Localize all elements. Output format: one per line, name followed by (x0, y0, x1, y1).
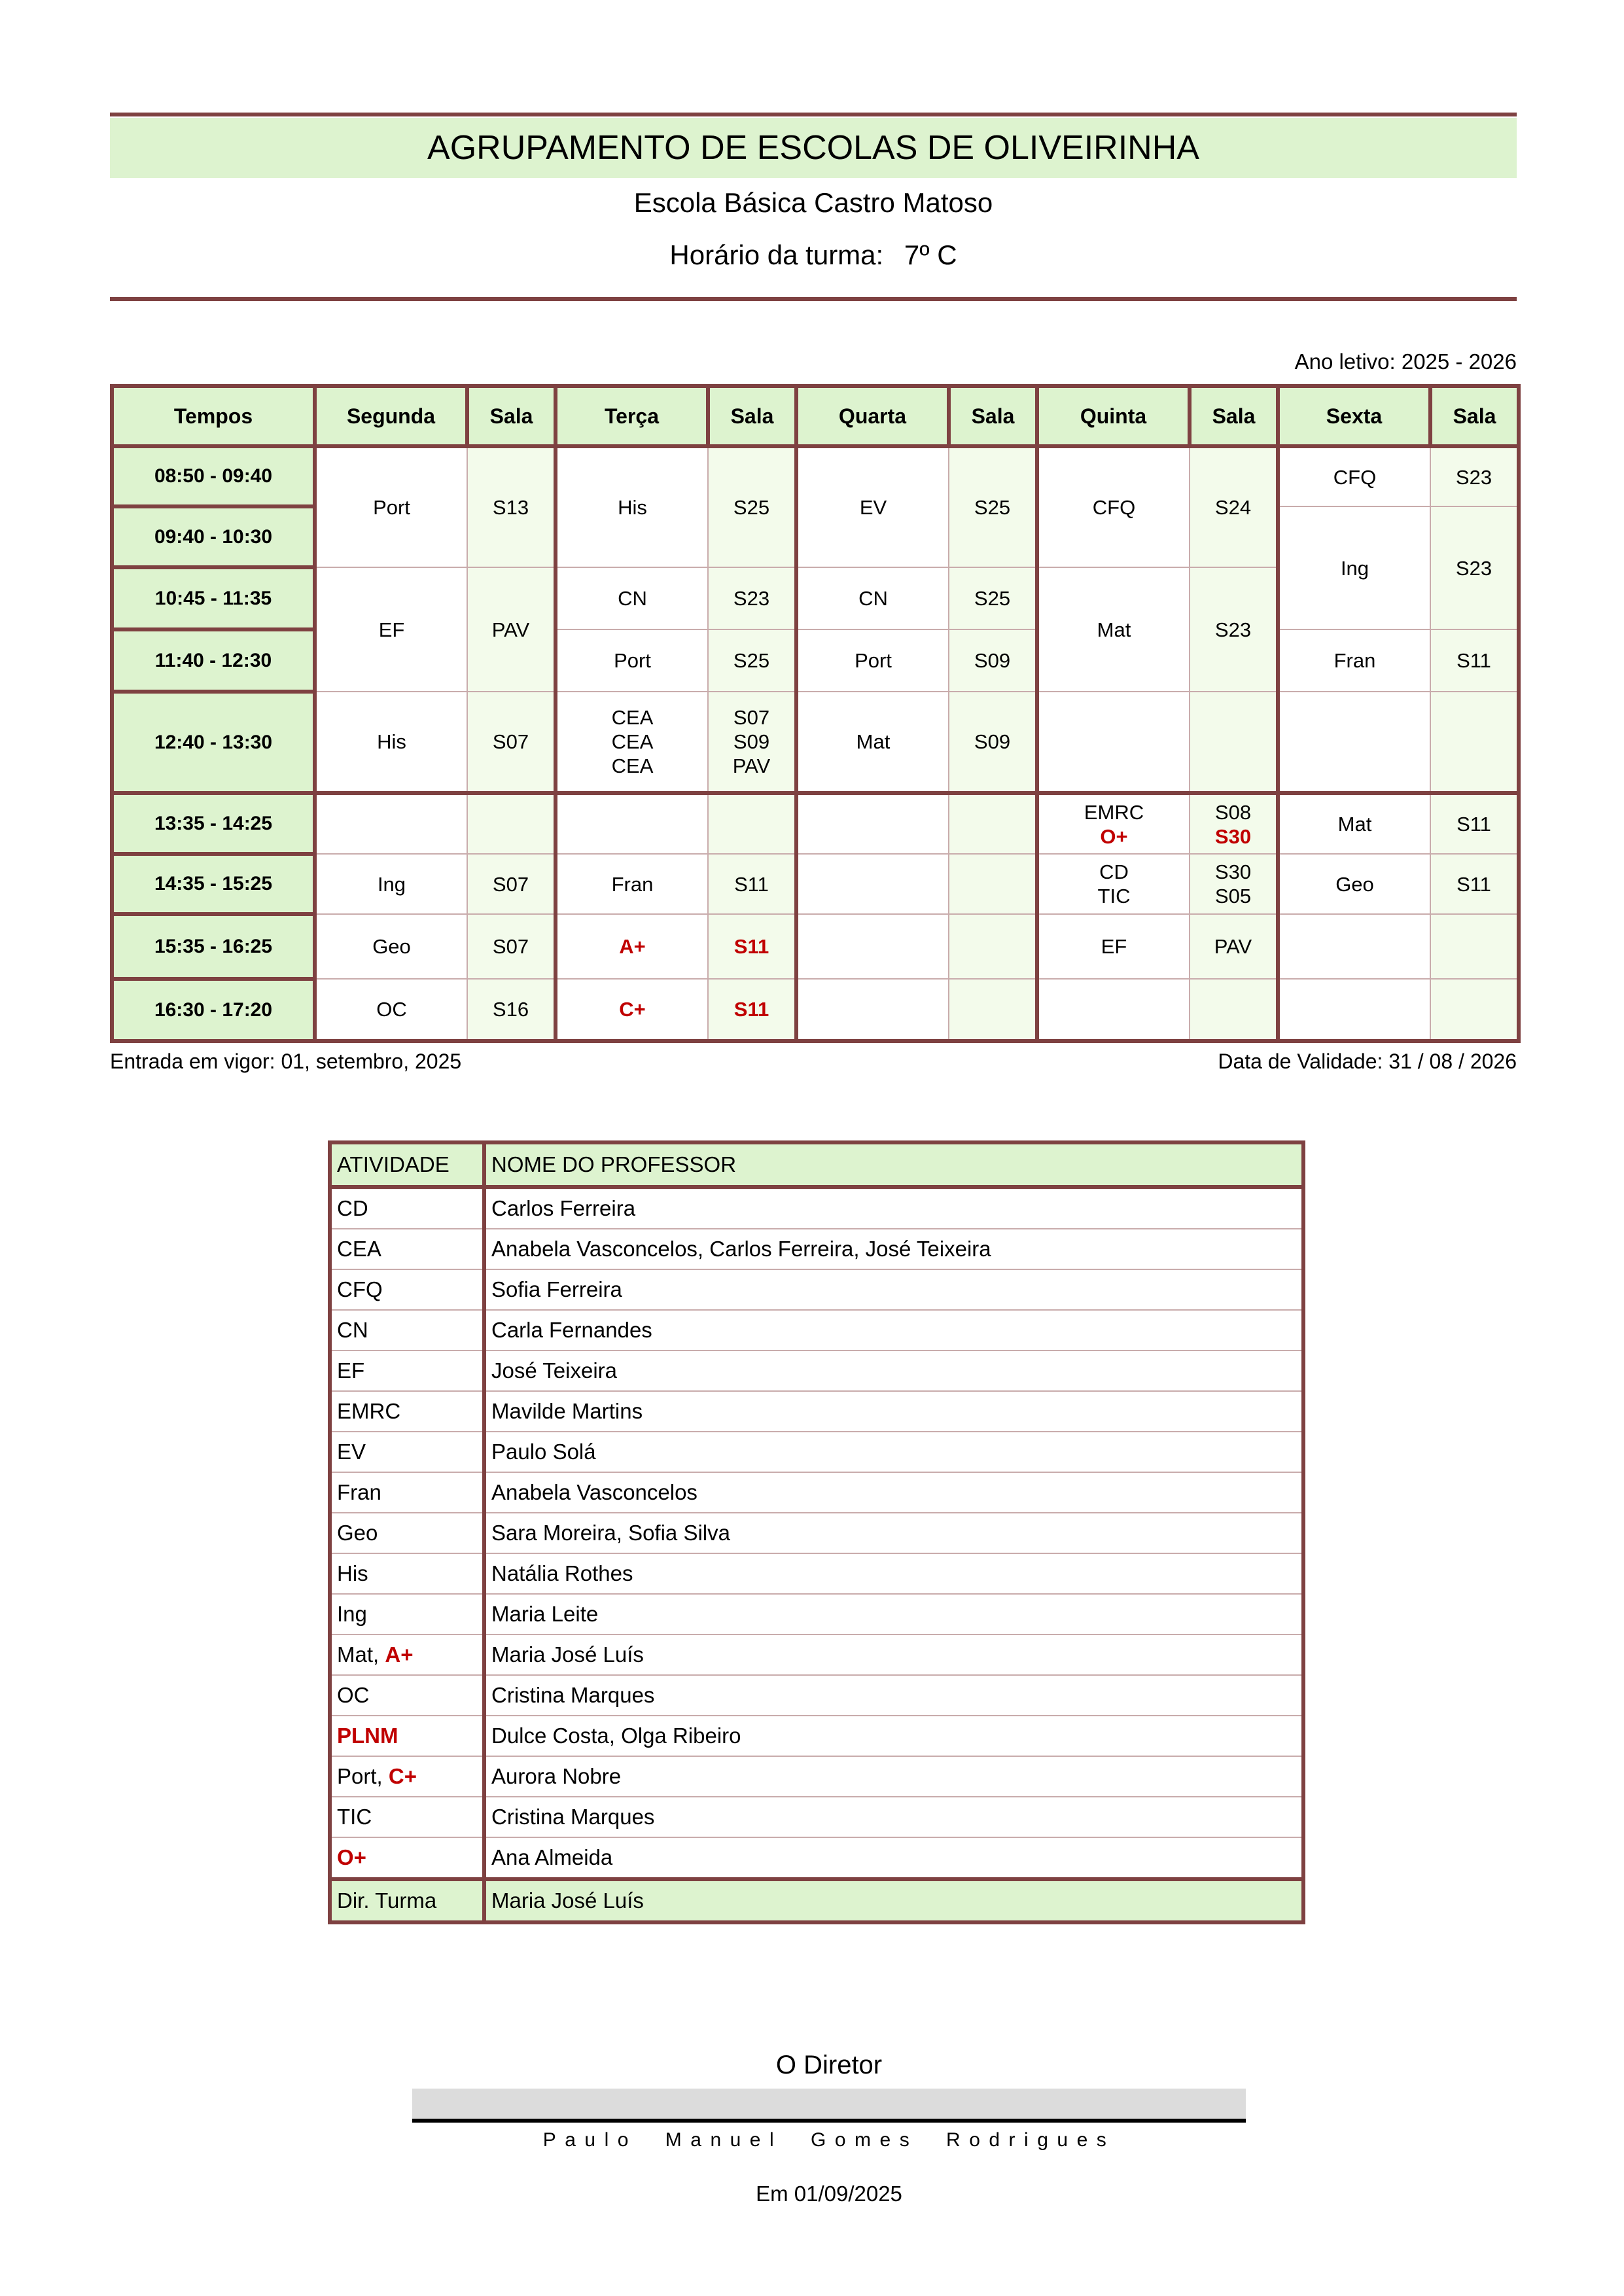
teacher-name-cell: Maria José Luís (484, 1879, 1303, 1922)
subject-cell-quinta (1037, 793, 1190, 854)
subject-code: EMRC (1084, 800, 1144, 824)
teacher-row (330, 1310, 1303, 1351)
activity-code: Geo (337, 1521, 378, 1545)
activity-code: His (337, 1561, 368, 1585)
subject-cell-terca (556, 854, 708, 914)
teacher-name-cell: Cristina Marques (484, 1797, 1303, 1837)
time-cell: 10:45 - 11:35 (112, 567, 315, 629)
room-cell-quarta (949, 793, 1037, 854)
room-cell-terca (708, 979, 796, 1041)
teacher-row (330, 1472, 1303, 1513)
timetable-row (112, 446, 1519, 506)
validity-date-label: Data de Validade: 31 / 08 / 2026 (1218, 1050, 1517, 1073)
subject-code: Mat (1097, 618, 1131, 641)
subject-cell-segunda (315, 979, 467, 1041)
director-heading: O Diretor (775, 2051, 883, 2079)
subject-code: Port (855, 649, 892, 672)
subject-code: Port (373, 496, 410, 519)
activity-code: O+ (337, 1845, 366, 1869)
subject-cell-sexta (1278, 629, 1430, 692)
class-name: 7º C (904, 239, 957, 270)
room-cell-segunda (467, 914, 556, 979)
room-code: S07 (492, 872, 529, 896)
room-cell-segunda (467, 793, 556, 854)
room-cell-terca (708, 567, 796, 629)
room-cell-sexta (1430, 854, 1519, 914)
room-cell-terca (708, 854, 796, 914)
activity-cell (330, 1351, 484, 1391)
subject-cell-terca (556, 692, 708, 793)
room-code: S25 (733, 649, 770, 672)
teacher-name-cell: Dulce Costa, Olga Ribeiro (484, 1716, 1303, 1756)
teacher-row (330, 1634, 1303, 1675)
room-cell-segunda (467, 979, 556, 1041)
teacher-name-cell: Sara Moreira, Sofia Silva (484, 1513, 1303, 1553)
activity-cell (330, 1797, 484, 1837)
room-code: S16 (492, 998, 529, 1021)
room-cell-quinta (1190, 914, 1278, 979)
room-code: S07 (492, 935, 529, 958)
column-header-sala: Sala (1190, 386, 1278, 446)
activity-cell (330, 1594, 484, 1634)
room-cell-terca (708, 692, 796, 793)
teacher-name-cell: Mavilde Martins (484, 1391, 1303, 1432)
subject-code: CFQ (1333, 465, 1377, 489)
time-cell: 14:35 - 15:25 (112, 854, 315, 914)
room-code: S11 (733, 998, 769, 1021)
time-cell: 08:50 - 09:40 (112, 446, 315, 506)
subject-cell-quarta (796, 567, 949, 629)
time-cell: 11:40 - 12:30 (112, 629, 315, 692)
teacher-name-cell: Sofia Ferreira (484, 1269, 1303, 1310)
subject-code: Fran (1333, 649, 1376, 672)
room-cell-sexta (1430, 979, 1519, 1041)
subject-cell-quinta (1037, 692, 1190, 793)
teacher-row (330, 1594, 1303, 1634)
teacher-name-cell: José Teixeira (484, 1351, 1303, 1391)
subject-cell-quinta (1037, 567, 1190, 692)
room-cell-quinta (1190, 446, 1278, 567)
activity-code: CN (337, 1318, 368, 1342)
subject-cell-quinta (1037, 446, 1190, 567)
activity-cell (330, 1634, 484, 1675)
room-code: S11 (1456, 813, 1491, 836)
subject-code: CEA (611, 730, 654, 753)
subject-cell-quinta (1037, 854, 1190, 914)
room-code: S25 (974, 496, 1011, 519)
subject-code: EF (1101, 935, 1127, 958)
class-schedule-title (110, 239, 1517, 271)
activity-cell (330, 1553, 484, 1594)
activity-cell (330, 1716, 484, 1756)
subject-cell-quarta (796, 629, 949, 692)
timetable (110, 384, 1521, 1043)
activity-cell (330, 1432, 484, 1472)
room-code: S05 (1214, 885, 1252, 908)
teacher-row (330, 1432, 1303, 1472)
activity-code: A+ (385, 1642, 414, 1667)
room-code: S11 (733, 935, 769, 958)
teacher-row (330, 1187, 1303, 1229)
subject-cell-quarta (796, 854, 949, 914)
teacher-row (330, 1351, 1303, 1391)
subject-cell-segunda (315, 446, 467, 567)
timetable-header-row (112, 386, 1519, 446)
room-cell-quarta (949, 567, 1037, 629)
activity-cell (330, 1837, 484, 1879)
room-code: S11 (1456, 872, 1491, 896)
activity-code: Fran (337, 1480, 381, 1504)
room-cell-segunda (467, 446, 556, 567)
room-cell-terca (708, 446, 796, 567)
teacher-row (330, 1391, 1303, 1432)
timetable-row (112, 979, 1519, 1041)
room-code: S30 (1214, 824, 1252, 848)
subject-code: Geo (1335, 872, 1374, 896)
subject-cell-terca (556, 979, 708, 1041)
teacher-name-cell: Natália Rothes (484, 1553, 1303, 1594)
room-code: PAV (491, 618, 530, 641)
activity-code: PLNM (337, 1723, 398, 1748)
director-name: Paulo Manuel Gomes Rodrigues (542, 2129, 1116, 2151)
subject-code: EV (859, 496, 887, 519)
activity-cell (330, 1472, 484, 1513)
teacher-name-cell: Ana Almeida (484, 1837, 1303, 1879)
room-code: S30 (1214, 860, 1252, 883)
timetable-footnotes (110, 1050, 1517, 1074)
room-code: S23 (1455, 556, 1492, 580)
room-cell-sexta (1430, 506, 1519, 629)
column-header-quarta: Quarta (796, 386, 949, 446)
subject-code: CEA (611, 754, 654, 777)
teacher-table-header-row (330, 1142, 1303, 1187)
page-title: AGRUPAMENTO DE ESCOLAS DE OLIVEIRINHA (427, 129, 1199, 167)
teacher-name-cell: Paulo Solá (484, 1432, 1303, 1472)
room-code: S25 (733, 496, 770, 519)
timetable-row (112, 793, 1519, 854)
teacher-row (330, 1269, 1303, 1310)
subject-code: CN (858, 587, 888, 610)
timetable-row (112, 692, 1519, 793)
subject-cell-sexta (1278, 914, 1430, 979)
teacher-row (330, 1756, 1303, 1797)
column-header-tempos: Tempos (112, 386, 315, 446)
header-divider-rule (110, 297, 1517, 301)
activity-code: OC (337, 1683, 370, 1707)
room-cell-quinta (1190, 692, 1278, 793)
teacher-name-cell: Anabela Vasconcelos (484, 1472, 1303, 1513)
room-code: S13 (492, 496, 529, 519)
teacher-row (330, 1837, 1303, 1879)
room-code: PAV (732, 754, 771, 777)
room-code: S23 (733, 587, 770, 610)
time-cell: 12:40 - 13:30 (112, 692, 315, 793)
timetable-row (112, 854, 1519, 914)
activity-code: Port, (337, 1764, 389, 1788)
activity-cell (330, 1391, 484, 1432)
column-header-sala: Sala (949, 386, 1037, 446)
teacher-row (330, 1716, 1303, 1756)
room-cell-quarta (949, 446, 1037, 567)
subject-code: OC (376, 998, 407, 1021)
subject-cell-sexta (1278, 854, 1430, 914)
subject-code: C+ (619, 998, 646, 1021)
room-code: S09 (974, 730, 1011, 753)
signature-line (412, 2089, 1246, 2123)
subject-cell-quinta (1037, 914, 1190, 979)
column-header-atividade: ATIVIDADE (330, 1142, 484, 1187)
subject-code: Port (614, 649, 651, 672)
teacher-row (330, 1675, 1303, 1716)
subject-code: His (377, 730, 406, 753)
activity-code: Mat, (337, 1642, 385, 1667)
teacher-row (330, 1553, 1303, 1594)
activity-code: EV (337, 1439, 366, 1464)
teacher-name-cell: Carlos Ferreira (484, 1187, 1303, 1229)
school-name: Escola Básica Castro Matoso (633, 187, 993, 218)
subject-code: TIC (1097, 885, 1131, 908)
teacher-name-cell: Aurora Nobre (484, 1756, 1303, 1797)
room-code: S23 (1455, 465, 1492, 489)
activity-code: CEA (337, 1237, 381, 1261)
subject-cell-quinta (1037, 979, 1190, 1041)
column-header-sala: Sala (708, 386, 796, 446)
time-cell: 16:30 - 17:20 (112, 979, 315, 1041)
issue-date: Em 01/09/2025 (756, 2181, 902, 2206)
subject-cell-terca (556, 446, 708, 567)
activity-code: Dir. Turma (337, 1888, 437, 1913)
subject-cell-segunda (315, 914, 467, 979)
teacher-row (330, 1797, 1303, 1837)
room-code: PAV (1214, 935, 1252, 958)
room-cell-terca (708, 629, 796, 692)
subject-cell-segunda (315, 692, 467, 793)
time-cell: 09:40 - 10:30 (112, 506, 315, 567)
room-cell-quarta (949, 629, 1037, 692)
subject-cell-sexta (1278, 793, 1430, 854)
room-cell-quarta (949, 979, 1037, 1041)
subject-cell-segunda (315, 793, 467, 854)
subject-code: CEA (611, 706, 654, 729)
column-header-sexta: Sexta (1278, 386, 1430, 446)
class-schedule-label: Horário da turma: (669, 239, 884, 270)
school-year-label: Ano letivo: 2025 - 2026 (1294, 349, 1517, 374)
subject-code: Geo (372, 935, 411, 958)
room-cell-quarta (949, 854, 1037, 914)
title-band (110, 118, 1517, 178)
subject-code: Ing (1340, 556, 1369, 580)
column-header-professor: NOME DO PROFESSOR (484, 1142, 1303, 1187)
subject-code: CFQ (1092, 496, 1136, 519)
subject-cell-quarta (796, 446, 949, 567)
teacher-row (330, 1229, 1303, 1269)
subject-code: A+ (619, 935, 646, 958)
room-code: S23 (1214, 618, 1252, 641)
room-cell-sexta (1430, 914, 1519, 979)
room-code: S09 (974, 649, 1011, 672)
time-cell: 15:35 - 16:25 (112, 914, 315, 979)
subject-cell-sexta (1278, 446, 1430, 506)
teacher-name-cell: Maria José Luís (484, 1634, 1303, 1675)
time-cell: 13:35 - 14:25 (112, 793, 315, 854)
activity-code: Ing (337, 1602, 367, 1626)
activity-cell (330, 1187, 484, 1229)
column-header-sala: Sala (467, 386, 556, 446)
subject-cell-quarta (796, 979, 949, 1041)
room-cell-terca (708, 914, 796, 979)
room-code: S11 (1456, 649, 1491, 672)
room-cell-sexta (1430, 629, 1519, 692)
subject-cell-quarta (796, 692, 949, 793)
activity-cell (330, 1513, 484, 1553)
room-cell-sexta (1430, 446, 1519, 506)
subject-cell-segunda (315, 854, 467, 914)
column-header-terça: Terça (556, 386, 708, 446)
room-cell-quarta (949, 692, 1037, 793)
room-code: S24 (1214, 496, 1252, 519)
activity-cell (330, 1675, 484, 1716)
room-cell-sexta (1430, 692, 1519, 793)
activity-cell (330, 1229, 484, 1269)
subject-cell-terca (556, 629, 708, 692)
room-cell-quinta (1190, 979, 1278, 1041)
room-cell-sexta (1430, 793, 1519, 854)
subject-code: Mat (1337, 813, 1372, 836)
room-cell-segunda (467, 854, 556, 914)
teacher-table (328, 1140, 1305, 1924)
subject-cell-segunda (315, 567, 467, 692)
activity-code: CFQ (337, 1277, 383, 1301)
room-code: S08 (1214, 800, 1252, 824)
activity-cell (330, 1310, 484, 1351)
room-cell-quarta (949, 914, 1037, 979)
column-header-quinta: Quinta (1037, 386, 1190, 446)
director-row (330, 1879, 1303, 1922)
subject-cell-sexta (1278, 979, 1430, 1041)
activity-code: TIC (337, 1805, 372, 1829)
subject-code: CD (1099, 860, 1129, 883)
subject-code: EF (378, 618, 405, 641)
activity-cell (330, 1269, 484, 1310)
subject-cell-terca (556, 793, 708, 854)
subject-cell-quarta (796, 793, 949, 854)
activity-cell (330, 1756, 484, 1797)
teacher-name-cell: Anabela Vasconcelos, Carlos Ferreira, José Teixeira (484, 1229, 1303, 1269)
subject-code: O+ (1100, 824, 1128, 848)
activity-code: EMRC (337, 1399, 401, 1423)
subject-cell-sexta (1278, 692, 1430, 793)
room-code: S25 (974, 587, 1011, 610)
subject-cell-quarta (796, 914, 949, 979)
room-cell-quinta (1190, 854, 1278, 914)
teacher-name-cell: Cristina Marques (484, 1675, 1303, 1716)
subject-code: CN (618, 587, 647, 610)
subject-cell-terca (556, 914, 708, 979)
subject-code: Mat (856, 730, 891, 753)
activity-code: C+ (388, 1764, 417, 1788)
teacher-name-cell: Maria Leite (484, 1594, 1303, 1634)
teacher-name-cell: Carla Fernandes (484, 1310, 1303, 1351)
room-cell-segunda (467, 692, 556, 793)
effective-date-label: Entrada em vigor: 01, setembro, 2025 (110, 1050, 462, 1073)
subject-cell-terca (556, 567, 708, 629)
room-cell-terca (708, 793, 796, 854)
room-cell-segunda (467, 567, 556, 692)
subject-code: Fran (611, 872, 654, 896)
subject-cell-sexta (1278, 506, 1430, 629)
column-header-sala: Sala (1430, 386, 1519, 446)
room-cell-quinta (1190, 567, 1278, 692)
room-code: S11 (734, 872, 769, 896)
room-cell-quinta (1190, 793, 1278, 854)
subject-code: His (618, 496, 647, 519)
teacher-row (330, 1513, 1303, 1553)
column-header-segunda: Segunda (315, 386, 467, 446)
room-code: S07 (733, 706, 770, 729)
room-code: S09 (733, 730, 770, 753)
subject-code: Ing (377, 872, 406, 896)
room-code: S07 (492, 730, 529, 753)
activity-cell (330, 1879, 484, 1922)
top-divider-rule (110, 113, 1517, 116)
activity-code: EF (337, 1358, 365, 1383)
timetable-row (112, 914, 1519, 979)
activity-code: CD (337, 1196, 368, 1220)
